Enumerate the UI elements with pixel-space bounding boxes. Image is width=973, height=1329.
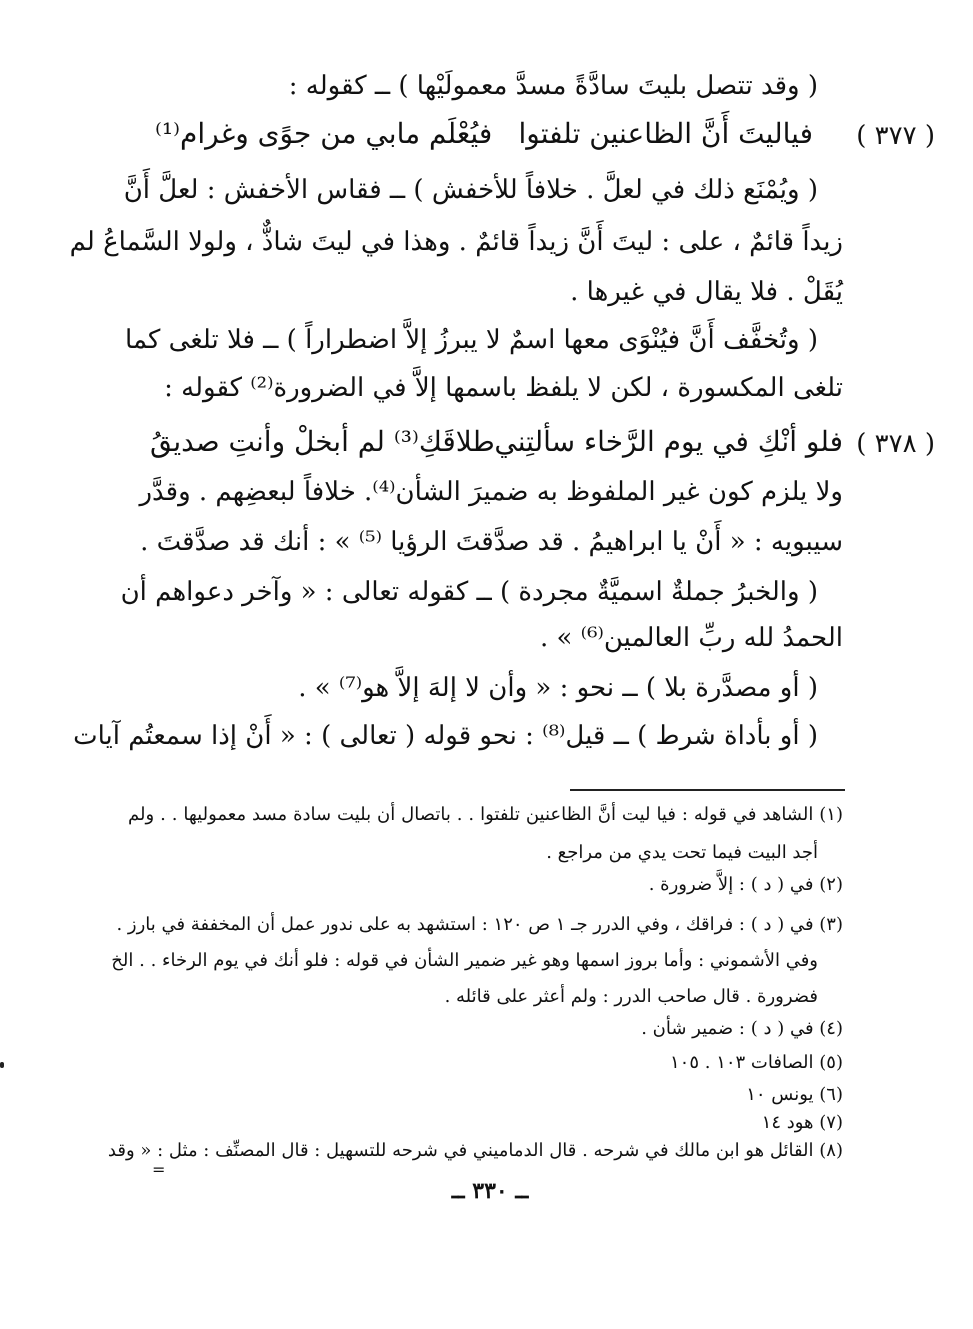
text-line-5: يُقَلْ . فلا يقال في غيرها . <box>570 277 843 307</box>
footnote-1-line-2: أجد البيت فيما تحت يدي من مراجع . <box>546 842 818 863</box>
footnote-3-line-1: (٣) في ( د ) : فراقك ، وفي الدرر جـ ١ ص ١٢٠ : استشهد به على ندور عمل أن المخففة في بارز . <box>116 914 843 935</box>
text-line-13: ( أو مصدَّرة بلا ) ــ نحو : « وأن لا إلهَ إلاَّ هو⁽⁷⁾ » . <box>298 673 818 703</box>
footnote-separator <box>570 789 845 791</box>
text-line-4: زيداً قائمٌ ، على : ليتَ أَنَّ زيداً قائمٌ . وهذا في ليتَ شاذٌّ ، ولولا السَّماعُ لم <box>69 227 843 257</box>
footnote-4: (٤) في ( د ) : ضمير شأن . <box>641 1018 843 1039</box>
footnote-6: (٦) يونس ١٠ <box>746 1084 843 1105</box>
page-number: ــ ٣٣٠ ــ <box>451 1178 529 1204</box>
footnote-3-line-2: وفي الأشموني : وأما بروز اسمها وهو غير ضمير الشأن في قوله : فلو أنك في يوم الرخاء . . الخ <box>111 950 818 971</box>
text-line-11: ( والخبرُ جملةٌ اسميَّةٌ مجردة ) ــ كقوله تعالى : « وآخر دعواهم أن <box>120 577 818 607</box>
footnote-1-line-1: (١) الشاهد في قوله : فيا ليت أنَّ الظاعنين تلفتوا . . باتصال أن بليت سادة مسد معموليها . . ولم <box>128 804 843 825</box>
verse-number-377: ( ٣٧٧ ) <box>856 121 935 151</box>
footnote-7: (٧) هود ١٤ <box>761 1112 843 1133</box>
text-line-3: ( ويُمْنَع ذلك في لعلَّ . خلافاً للأخفش ) ــ فقاس الأخفش : لعلَّ أَنَّ <box>123 175 818 205</box>
footnote-8: (٨) القائل هو ابن مالك في شرحه . قال الدماميني في شرحه للتسهيل : قال المصنِّف : مثل : « وقد <box>107 1140 843 1161</box>
text-line-14: ( أو بأداة شرط ) ــ قيل⁽⁸⁾ : نحو قوله ( تعالى ) : « أَنْ إذا سمعتُم آيات <box>73 721 818 751</box>
verse-number-378: ( ٣٧٨ ) <box>856 429 935 459</box>
text-line-9: ولا يلزم كون غير الملفوظ به ضميرَ الشأن⁽⁴⁾. خلافاً لبعضِهم . وقدَّر <box>139 477 843 507</box>
text-line-7: تلغى المكسورة ، لكن لا يلفظ باسمها إلاَّ في الضرورة⁽²⁾ كقوله : <box>164 373 843 403</box>
scan-speck <box>0 1062 4 1068</box>
text-line-6: ( وتُخفَّف أَنَّ فيُنْوَى معها اسمٌ لا يبرزُ إلاَّ اضطراراً ) ــ فلا تلغى كما <box>125 325 818 355</box>
continuation-mark: = <box>152 1160 166 1179</box>
footnote-3-line-3: فضرورة . قال صاحب الدرر : ولم أعثر على قائله . <box>444 986 818 1007</box>
text-line-1: ( وقد تتصل بليتَ سادَّةً مسدَّ معمولَيْها ) ــ كقوله : <box>288 71 818 101</box>
verse-377-first-hemistich: فياليتَ أَنَّ الظاعنين تلفتوا <box>518 117 813 150</box>
footnote-2: (٢) في ( د ) : إلاَّ ضرورة . <box>648 874 843 895</box>
verse-377-second-hemistich: فيُعْلَم مابي من جوًى وغرام⁽¹⁾ <box>155 117 493 150</box>
footnote-5: (٥) الصافات ١٠٣ . ١٠٥ <box>670 1052 843 1073</box>
verse-378-second-hemistich: طلاقَكِ⁽³⁾ لم أبخلْ وأنتِ صديقُ <box>150 425 495 458</box>
verse-378-first-hemistich: فلو أنْكِ في يوم الرَّخاء سألتِني <box>494 425 843 458</box>
text-line-10: سيبويه : « أَنْ يا ابراهيمُ . قد صدَّقتَ الرؤيا ⁽⁵⁾ » : أنك قد صدَّقتَ . <box>140 527 843 557</box>
text-line-12: الحمدُ لله ربِّ العالمين⁽⁶⁾ » . <box>539 623 843 653</box>
